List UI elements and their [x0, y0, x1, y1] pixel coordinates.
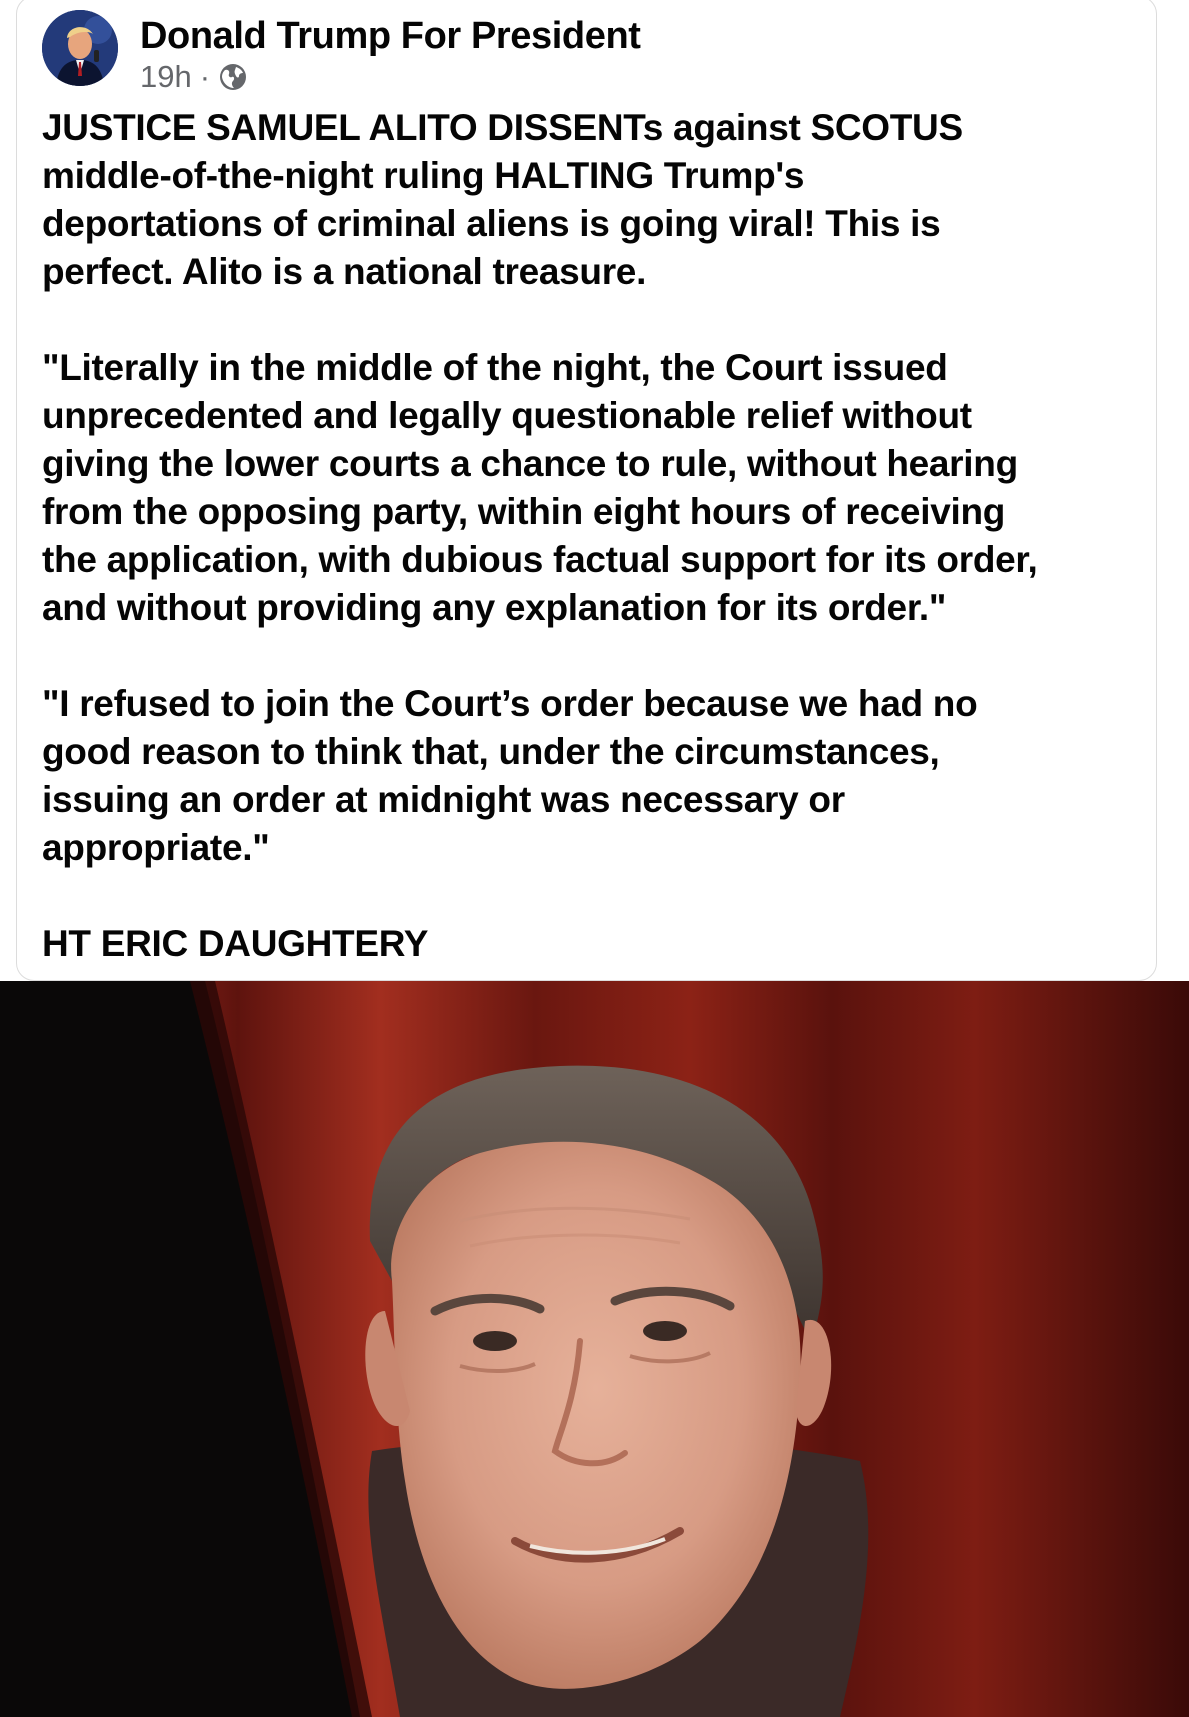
avatar[interactable] — [42, 10, 118, 86]
post-body — [42, 104, 1152, 968]
globe-icon[interactable] — [218, 62, 248, 92]
avatar-image — [42, 10, 118, 86]
post-paragraph-quote-1: "Literally in the middle of the night, the Court issued unprecedented and legally questionable relief without giving the lower courts a chance to rule, without hearing from the opposing party, within eight hours of receiving the application, with dubious factual support for its order, and without providing any explanation for its order." — [42, 347, 1038, 628]
portrait-image — [0, 981, 1189, 1717]
meta-separator: · — [199, 59, 211, 94]
post-photo[interactable] — [0, 981, 1189, 1717]
post-meta — [140, 10, 641, 94]
post-paragraph-quote-2: "I refused to join the Court’s order because we had no good reason to think that, under the circumstances, issuing an order at midnight was necessary or appropriate." — [42, 683, 978, 868]
post-subline — [140, 60, 641, 94]
post-time[interactable]: 19h — [140, 59, 192, 94]
post-paragraph-credit: HT ERIC DAUGHTERY — [42, 923, 429, 964]
author-name[interactable]: Donald Trump For President — [140, 15, 641, 57]
post-header — [42, 10, 641, 94]
post-paragraph-intro: JUSTICE SAMUEL ALITO DISSENTs against SCOTUS middle-of-the-night ruling HALTING Trump's deportations of criminal aliens is going viral! This is perfect. Alito is a national treasure. — [42, 107, 963, 292]
